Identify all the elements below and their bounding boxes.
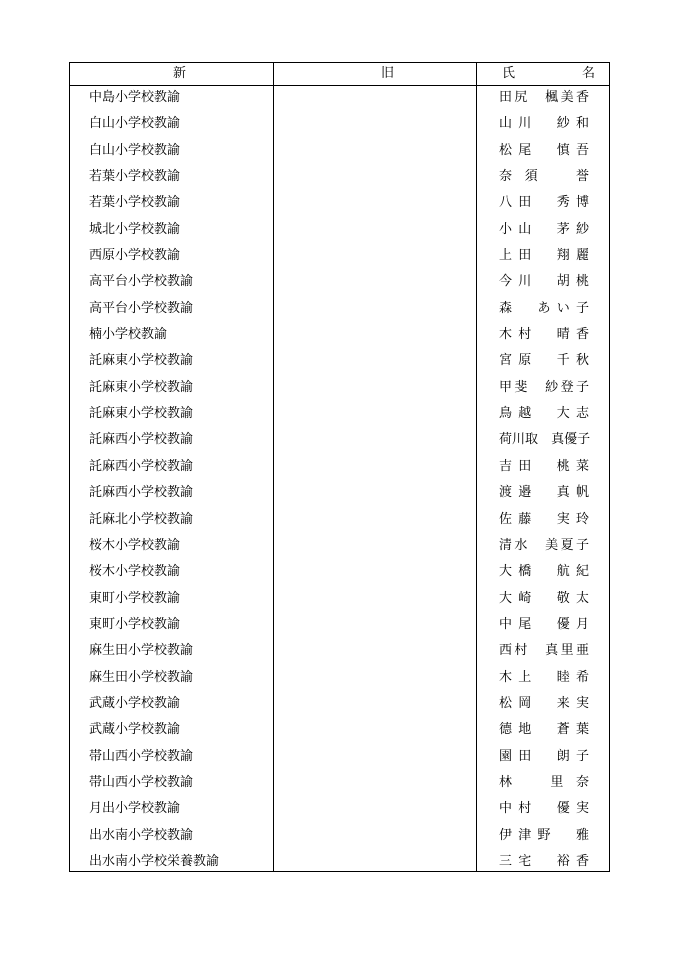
table-row: [70, 401, 609, 427]
new-position: 城北小学校教諭: [89, 221, 181, 237]
table-row: [70, 85, 609, 111]
person-name: 清 水 美 夏 子: [499, 537, 589, 553]
table-row: [70, 849, 609, 875]
person-name: 木 上 睦 希: [499, 669, 589, 685]
new-position: 西原小学校教諭: [89, 248, 181, 264]
new-position: 帯山西小学校教諭: [89, 774, 194, 790]
person-name: 八 田 秀 博: [499, 195, 589, 211]
person-name: 林 里 奈: [499, 774, 589, 790]
table-row: [70, 717, 609, 743]
table-row: [70, 164, 609, 190]
person-name: 佐 藤 実 玲: [499, 511, 589, 527]
new-position: 託麻西小学校教諭: [89, 432, 194, 448]
table-row: [70, 586, 609, 612]
new-position: 託麻東小学校教諭: [89, 379, 194, 395]
person-name: 荷 川 取 真 優 子: [499, 432, 591, 448]
personnel-table: [69, 62, 610, 872]
table-row: [70, 138, 609, 164]
table-row: [70, 269, 609, 295]
table-row: [70, 427, 609, 453]
table-row: [70, 217, 609, 243]
new-position: 高平台小学校教諭: [89, 300, 194, 316]
table-row: [70, 638, 609, 664]
person-name: 渡 邉 真 帆: [499, 485, 589, 501]
new-position: 託麻北小学校教諭: [89, 511, 194, 527]
new-position: 麻生田小学校教諭: [89, 643, 194, 659]
header-new: 新: [173, 66, 187, 81]
new-position: 帯山西小学校教諭: [89, 748, 194, 764]
table-row: [70, 190, 609, 216]
table-body: [70, 85, 609, 875]
person-name: 山 川 紗 和: [499, 116, 589, 132]
person-name: 松 岡 来 実: [499, 695, 589, 711]
new-position: 武蔵小学校教諭: [89, 695, 181, 711]
person-name: 木 村 晴 香: [499, 327, 589, 343]
new-position: 若葉小学校教諭: [89, 195, 181, 211]
table-header: [70, 63, 609, 86]
person-name: 森 あ い 子: [499, 300, 589, 316]
table-row: [70, 296, 609, 322]
person-name: 德 地 蒼 葉: [499, 722, 589, 738]
new-position: 東町小学校教諭: [89, 616, 181, 632]
new-position: 桜木小学校教諭: [89, 564, 181, 580]
table-row: [70, 375, 609, 401]
new-position: 楠小学校教諭: [89, 327, 168, 343]
person-name: 上 田 翔 麗: [499, 248, 589, 264]
person-name: 西 村 真 里 亜: [499, 643, 589, 659]
table-row: [70, 454, 609, 480]
new-position: 中島小学校教諭: [89, 90, 181, 105]
new-position: 若葉小学校教諭: [89, 169, 181, 185]
header-name-surname: 氏: [502, 66, 516, 81]
person-name: 大 橋 航 紀: [499, 564, 589, 580]
new-position: 月出小学校教諭: [89, 801, 181, 817]
header-old: 旧: [381, 66, 395, 81]
table-row: [70, 612, 609, 638]
person-name: 吉 田 桃 菜: [499, 458, 589, 474]
person-name: 田 尻 楓 美 香: [499, 90, 589, 105]
person-name: 鳥 越 大 志: [499, 406, 589, 422]
person-name: 松 尾 慎 吾: [499, 142, 589, 158]
table-row: [70, 796, 609, 822]
table-row: [70, 480, 609, 506]
new-position: 出水南小学校教諭: [89, 827, 194, 843]
new-position: 白山小学校教諭: [89, 116, 181, 132]
person-name: 今 川 胡 桃: [499, 274, 589, 290]
table-row: [70, 665, 609, 691]
person-name: 奈 須 誉: [499, 169, 589, 185]
new-position: 武蔵小学校教諭: [89, 722, 181, 738]
table-row: [70, 322, 609, 348]
person-name: 中 尾 優 月: [499, 616, 589, 632]
new-position: 麻生田小学校教諭: [89, 669, 194, 685]
new-position: 託麻西小学校教諭: [89, 458, 194, 474]
new-position: 託麻東小学校教諭: [89, 406, 194, 422]
table-row: [70, 744, 609, 770]
person-name: 伊 津 野 雅: [499, 827, 589, 843]
table-row: [70, 559, 609, 585]
table-row: [70, 770, 609, 796]
table-row: [70, 111, 609, 137]
new-position: 出水南小学校栄養教諭: [89, 853, 220, 869]
table-row: [70, 243, 609, 269]
new-position: 高平台小学校教諭: [89, 274, 194, 290]
person-name: 小 山 茅 紗: [499, 221, 589, 237]
table-row: [70, 691, 609, 717]
new-position: 桜木小学校教諭: [89, 537, 181, 553]
new-position: 託麻西小学校教諭: [89, 485, 194, 501]
header-name-given: 名: [582, 66, 596, 81]
table-row: [70, 507, 609, 533]
new-position: 白山小学校教諭: [89, 142, 181, 158]
person-name: 中 村 優 実: [499, 801, 589, 817]
person-name: 園 田 朗 子: [499, 748, 589, 764]
new-position: 託麻東小学校教諭: [89, 353, 194, 369]
new-position: 東町小学校教諭: [89, 590, 181, 606]
table-row: [70, 348, 609, 374]
table-row: [70, 823, 609, 849]
person-name: 三 宅 裕 香: [499, 853, 589, 869]
person-name: 宮 原 千 秋: [499, 353, 589, 369]
person-name: 甲 斐 紗 登 子: [499, 379, 589, 395]
person-name: 大 崎 敬 太: [499, 590, 589, 606]
table-row: [70, 533, 609, 559]
